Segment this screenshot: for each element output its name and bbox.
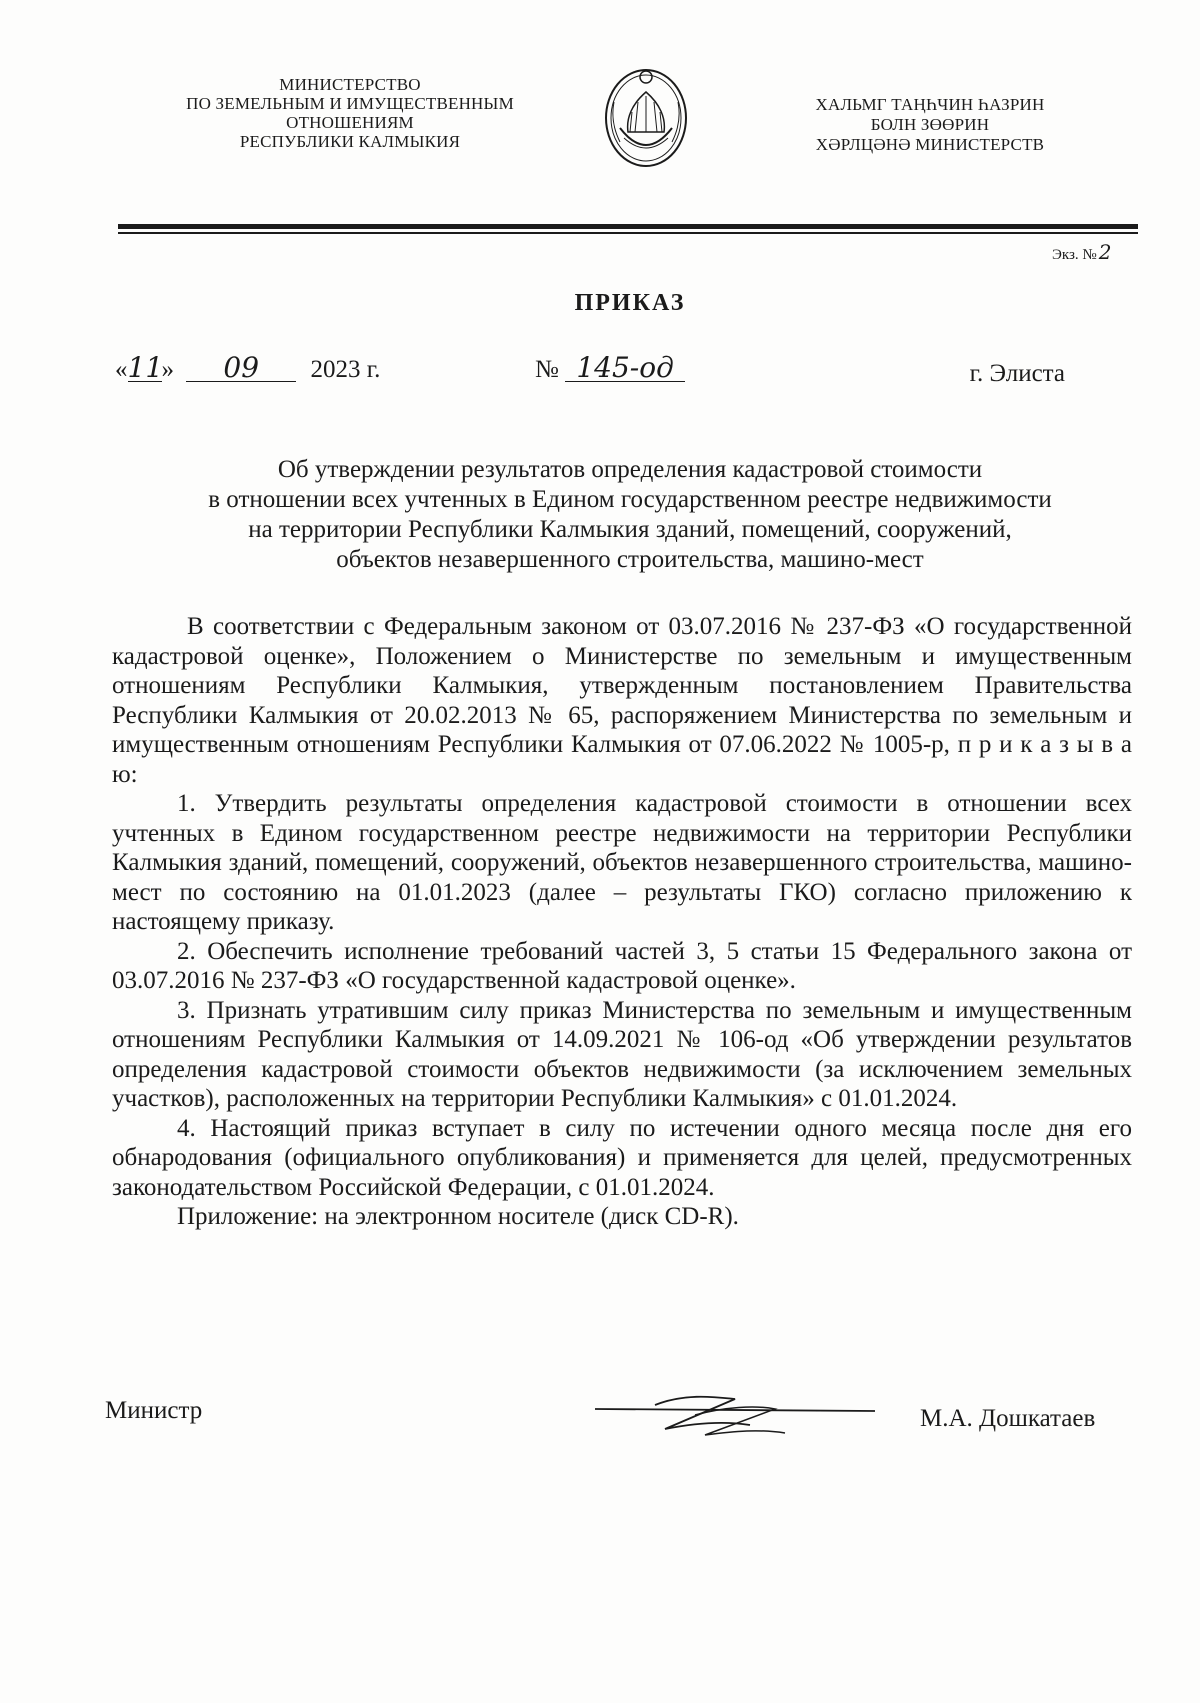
ministry-name-russian <box>150 75 550 151</box>
ministry-line: ОТНОШЕНИЯМ <box>286 113 414 132</box>
kalmykia-emblem-icon <box>602 62 690 170</box>
ministry-line: ХӘРЛЦӘНӘ МИНИСТЕРСТВ <box>815 135 1045 154</box>
header-divider-thick <box>118 224 1138 229</box>
order-dateline <box>115 351 1065 405</box>
body-item-3: 3. Признать утратившим силу приказ Министерства по земельным и имущественным отношениям Республики Калмыкия от 14.09.2021 № 106-од «Об утверждении результатов определения кадастровой стоимости объектов недвижимости (за исключением земельных участков), расположенных на территории Республики Калмыкия» с 01.01.2024. <box>112 996 1132 1112</box>
ministry-line: МИНИСТЕРСТВО <box>279 75 421 94</box>
ministry-line: РЕСПУБЛИКИ КАЛМЫКИЯ <box>239 132 461 151</box>
title-line: на территории Республики Калмыкия зданий, помещений, сооружений, <box>248 516 1012 543</box>
copy-number-label: Экз. № <box>1052 247 1097 263</box>
order-month: 09 <box>186 355 296 382</box>
order-number-value: 145-од <box>565 355 685 382</box>
date-quote-close: » <box>161 356 174 383</box>
order-year: 2023 г. <box>310 356 381 383</box>
title-line: Об утверждении результатов определения кадастровой стоимости <box>277 456 983 483</box>
order-date <box>115 351 381 384</box>
document-heading: ПРИКАЗ <box>574 290 686 316</box>
body-item-4: 4. Настоящий приказ вступает в силу по истечении одного месяца после дня его обнародования (официального опубликования) и применяется для целей, предусмотренных законодательством Российской Федерации, с 01.01.2024. <box>112 1114 1132 1201</box>
ministry-line: ПО ЗЕМЕЛЬНЫМ И ИМУЩЕСТВЕННЫМ <box>186 94 514 113</box>
order-number <box>535 351 685 384</box>
body-attachment: Приложение: на электронном носителе (диск CD-R). <box>177 1203 739 1230</box>
body-item-1: 1. Утвердить результаты определения кадастровой стоимости в отношении всех учтенных в Едином государственном реестре недвижимости на территории Республики Калмыкия зданий, помещений, сооружений, объектов незавершенного строительства, машино-мест по состоянию на 01.01.2023 (далее – результаты ГКО) согласно приложению к настоящему приказу. <box>112 790 1132 935</box>
body-intro: В соответствии с Федеральным законом от 03.07.2016 № 237-ФЗ «О государственной кадастровой оценке», Положением о Министерстве по земельным и имущественным отношениям Республики Калмыкия, утвержденным постановлением Правительства Республики Калмыкия от 20.02.2013 № 65, распоряжением Министерства по земельным и имущественным отношениям Республики Калмыкия от 07.06.2022 № 1005-р, п р и к а з ы в а ю: <box>112 613 1132 788</box>
order-title <box>120 455 1140 575</box>
title-line: объектов незавершенного строительства, машино-мест <box>336 546 924 573</box>
body-item-2: 2. Обеспечить исполнение требований частей 3, 5 статьи 15 Федерального закона от 03.07.2016 № 237-ФЗ «О государственной кадастровой оценке». <box>112 937 1132 994</box>
date-quote-open: « <box>115 356 128 383</box>
order-body <box>112 612 1132 1232</box>
signer-name: М.А. Дошкатаев <box>920 1405 1096 1432</box>
title-line: в отношении всех учтенных в Едином государственном реестре недвижимости <box>208 486 1052 513</box>
copy-number-value: 2 <box>1098 240 1112 264</box>
ministry-name-kalmyk <box>770 95 1090 155</box>
order-day: 11 <box>127 351 164 384</box>
signer-position: Министр <box>105 1397 203 1424</box>
handwritten-signature-icon <box>585 1385 885 1445</box>
order-city: г. Элиста <box>969 360 1065 387</box>
header-divider-thin <box>118 232 1138 234</box>
ministry-line: ХАЛЬМГ ТАҢҺЧИН ҺАЗРИН <box>815 95 1045 114</box>
signature-block <box>105 1397 1125 1457</box>
ministry-line: БОЛН ЗӨӨРИН <box>870 115 990 134</box>
order-number-label: № <box>535 356 559 383</box>
copy-number <box>1052 240 1111 264</box>
